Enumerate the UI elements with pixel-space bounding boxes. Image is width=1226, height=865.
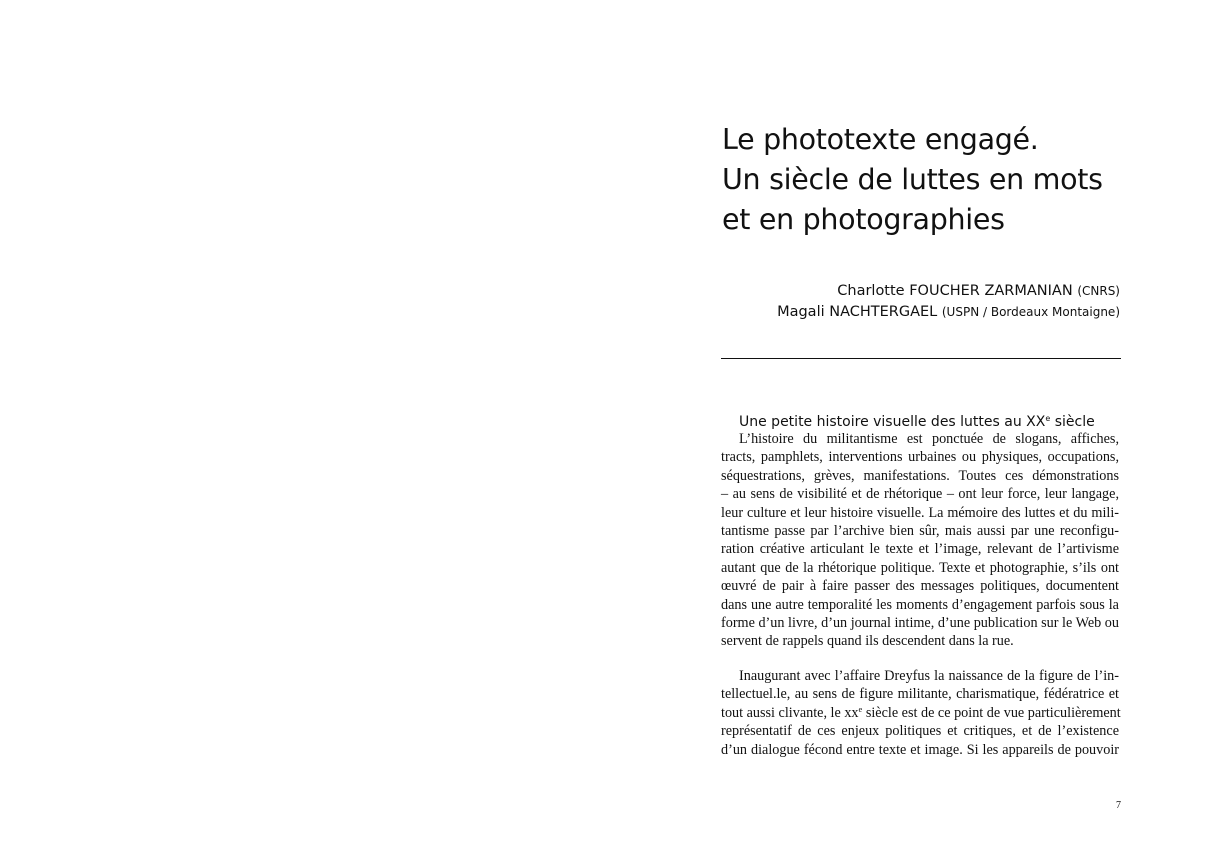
author-2 bbox=[722, 302, 1120, 323]
page-number: 7 bbox=[1116, 800, 1121, 811]
paragraph-1-line: séquestrations, grèves, manifestations. Toutes ces démonstrations bbox=[721, 467, 1119, 484]
paragraph-2-line: tellectuel.le, au sens de figure militante, charismatique, fédératrice et bbox=[721, 686, 1119, 703]
right-page bbox=[613, 0, 1226, 865]
section-heading-superscript: e bbox=[1045, 414, 1051, 423]
paragraph-1-line: autant que de la rhétorique politique. Texte et photographie, s’ils ont bbox=[721, 559, 1119, 576]
paragraph-1-line: servent de rappels quand ils descendent dans la rue. bbox=[721, 633, 1014, 650]
paragraph-1-line: forme d’un livre, d’un journal intime, d’une publication sur le Web ou bbox=[721, 614, 1119, 631]
section-heading-suffix: siècle bbox=[1050, 414, 1095, 430]
paragraph-1-line: – au sens de visibilité et de rhétorique – ont leur force, leur langage, bbox=[721, 486, 1119, 503]
author-2-name: Magali NACHTERGAEL bbox=[777, 304, 938, 320]
title-divider-rule bbox=[721, 358, 1121, 359]
paragraph-1-line: œuvré de pair à faire passer des messages politiques, documentent bbox=[721, 578, 1119, 595]
paragraph-1 bbox=[721, 430, 1119, 651]
paragraph-2-line: d’un dialogue fécond entre texte et image. Si les appareils de pouvoir bbox=[721, 741, 1119, 758]
paragraph-1-line: leur culture et leur histoire visuelle. La mémoire des luttes et du mili- bbox=[721, 504, 1119, 521]
paragraph-1-line: L’histoire du militantisme est ponctuée de slogans, affiches, bbox=[739, 431, 1119, 447]
author-1 bbox=[722, 281, 1120, 302]
chapter-title bbox=[722, 120, 1142, 240]
paragraph-2-line: représentatif de ces enjeux politiques et critiques, et de l’existence bbox=[721, 723, 1119, 740]
author-2-affiliation: (USPN / Bordeaux Montaigne) bbox=[941, 305, 1120, 319]
paragraph-1-line: tracts, pamphlets, interventions urbaines ou physiques, occupations, bbox=[721, 449, 1119, 466]
title-line-2: Un siècle de luttes en mots bbox=[722, 163, 1103, 196]
paragraph-2-line bbox=[721, 704, 1119, 722]
section-heading bbox=[739, 409, 1129, 432]
author-block bbox=[722, 281, 1120, 323]
author-1-affiliation: (CNRS) bbox=[1077, 284, 1120, 298]
title-line-1: Le phototexte engagé. bbox=[722, 123, 1039, 156]
paragraph-2-line-3-start: tout aussi clivante, le xx bbox=[721, 704, 859, 721]
paragraph-1-line: ration créative articulant le texte et l’image, relevant de l’artivisme bbox=[721, 541, 1119, 558]
paragraph-1-line: dans une autre temporalité les moments d’engagement parfois sous la bbox=[721, 596, 1119, 613]
paragraph-2-line-3-end: siècle est de ce point de vue particulièrement bbox=[862, 704, 1121, 721]
title-line-3: et en photographies bbox=[722, 203, 1005, 236]
section-heading-text: Une petite histoire visuelle des luttes au XX bbox=[739, 414, 1046, 430]
author-1-name: Charlotte FOUCHER ZARMANIAN bbox=[837, 283, 1073, 299]
paragraph-2 bbox=[721, 667, 1119, 759]
century-superscript: e bbox=[858, 703, 863, 714]
paragraph-1-line: tantisme passe par l’archive bien sûr, mais aussi par une reconfigu- bbox=[721, 522, 1119, 539]
paragraph-2-line: Inaugurant avec l’affaire Dreyfus la naissance de la figure de l’in- bbox=[739, 668, 1119, 684]
